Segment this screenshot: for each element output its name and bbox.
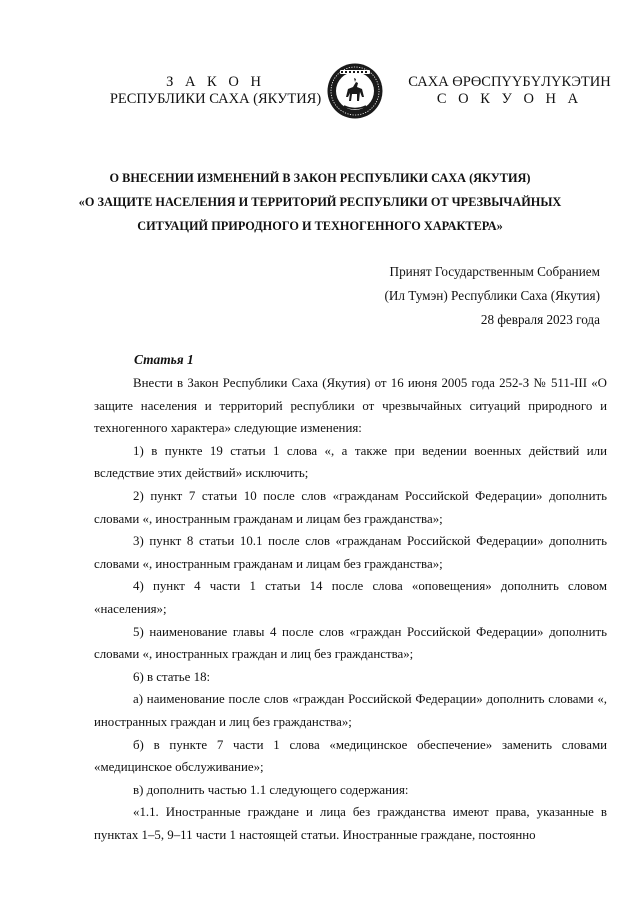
law-title-line-1: О ВНЕСЕНИИ ИЗМЕНЕНИЙ В ЗАКОН РЕСПУБЛИКИ САХА (ЯКУТИЯ) <box>109 171 531 185</box>
law-title-line-2: «О ЗАЩИТЕ НАСЕЛЕНИЯ И ТЕРРИТОРИЙ РЕСПУБЛИКИ ОТ ЧРЕЗВЫЧАЙНЫХ <box>78 195 562 209</box>
article-paragraph: 4) пункт 4 части 1 статьи 14 после слова «оповещения» дополнить словом «населения»; <box>94 579 607 616</box>
article-paragraph: «1.1. Иностранные граждане и лица без гражданства имеют права, указанные в пунктах 1–5, 9–11 части 1 настоящей статьи. Иностранные граждане, постоянно <box>94 805 607 842</box>
header-left <box>108 74 323 108</box>
article-title: Статья 1 <box>134 352 194 367</box>
article-paragraph: Внести в Закон Республики Саха (Якутия) от 16 июня 2005 года 252-З № 511-III «О защите населения и территорий республики от чрезвычайных ситуаций природного и техногенного характера» следующие изменения: <box>94 376 607 436</box>
republic-name-sakha: САХА ӨРӨСПҮҮБҮЛҮКЭТИН <box>408 74 611 90</box>
law-title-line-3: СИТУАЦИЙ ПРИРОДНОГО И ТЕХНОГЕННОГО ХАРАКТЕРА» <box>137 219 503 233</box>
republic-name: РЕСПУБЛИКИ САХА (ЯКУТИЯ) <box>109 91 322 107</box>
article-paragraph: 2) пункт 7 статьи 10 после слов «гражданам Российской Федерации» дополнить словами «, иностранным гражданам и лицам без гражданства»; <box>94 488 607 526</box>
sakha-coat-of-arms-icon <box>326 62 384 120</box>
law-label-sakha: С О К У О Н А <box>436 91 583 107</box>
article-body <box>94 372 607 846</box>
article-paragraph: в) дополнить частью 1.1 следующего содержания: <box>133 782 409 797</box>
adoption-date: 28 февраля 2023 года <box>480 312 600 327</box>
article-paragraph: 6) в статье 18: <box>133 669 211 684</box>
article-paragraph: б) в пункте 7 части 1 слова «медицинское обеспечение» заменить словами «медицинское обслуживание»; <box>94 737 607 775</box>
header-right <box>402 74 617 108</box>
article-paragraph: 3) пункт 8 статьи 10.1 после слов «гражданам Российской Федерации» дополнить словами «, иностранным гражданам и лицам без гражданства»; <box>94 534 607 571</box>
law-label: З А К О Н <box>166 74 265 90</box>
adoption-line-1: Принят Государственным Собранием <box>389 264 600 279</box>
adoption-line-2: (Ил Тумэн) Республики Саха (Якутия) <box>384 288 600 303</box>
article-paragraph: а) наименование после слов «граждан Российской Федерации» дополнить словами «, иностранных граждан и лиц без гражданства»; <box>94 692 607 729</box>
article-paragraph: 5) наименование главы 4 после слов «граждан Российской Федерации» дополнить словами «, иностранных граждан и лиц без гражданства»; <box>94 624 607 662</box>
adoption-note <box>385 260 600 332</box>
article-paragraph: 1) в пункте 19 статьи 1 слова «, а также при ведении военных действий или вследствие этих действий» исключить; <box>94 443 607 481</box>
